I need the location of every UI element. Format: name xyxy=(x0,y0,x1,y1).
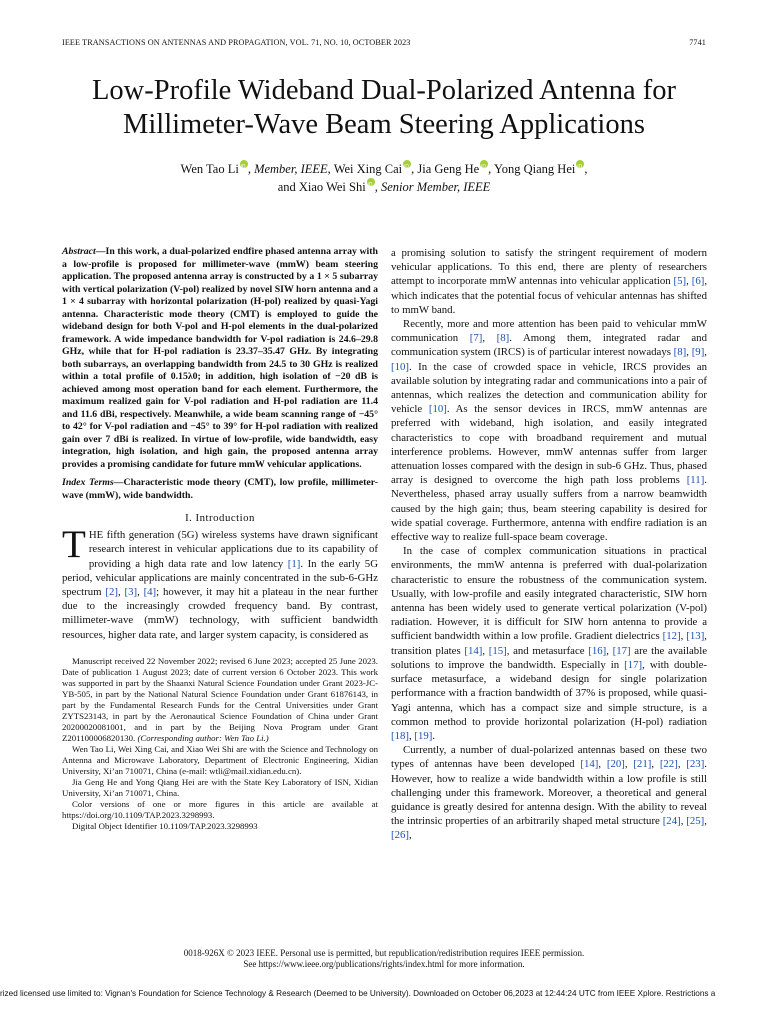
text-span: . Nevertheless, phased array usually suffers from a narrow beamwidth caused by the high gain; thus, beam steering capability is desired for wide spatial coverage. Furthermore, antenna with endfire radiation is an effective way to realize full-space beam coverage. xyxy=(391,474,707,544)
running-header xyxy=(62,38,706,47)
license-banner: rized licensed use limited to: Vignan's Foundation for Science Technology & Research (Deemed to be University). Downloaded on October 06,2023 at 12:44:24 UTC from IEEE Xplore. Restrictions a xyxy=(0,989,716,998)
author-3: Jia Geng He xyxy=(417,162,480,177)
author-1: Wen Tao Li xyxy=(180,162,239,177)
citation-link[interactable]: [3] xyxy=(124,586,138,599)
citation-link[interactable]: [24] xyxy=(662,815,681,828)
orcid-icon[interactable] xyxy=(367,178,375,186)
and-word: and xyxy=(277,180,296,195)
paper-title xyxy=(40,74,728,142)
text-span: Recently, more and more attention has been paid to vehicular mmW communication xyxy=(391,318,707,345)
abstract-label: Abstract— xyxy=(62,246,106,257)
text-span: a promising solution to satisfy the stringent requirement of modern vehicular applications. To this end, there are plenty of researchers attempt to incorporate mmW antennas into vehicular application xyxy=(391,247,707,288)
page-number: 7741 xyxy=(689,38,706,47)
footnotes xyxy=(62,656,378,832)
author-4: Yong Qiang Hei xyxy=(493,162,576,177)
citation-link[interactable]: [12] xyxy=(662,630,681,643)
footnote-affiliation-2: Jia Geng He and Yong Qiang Hei are with the State Key Laboratory of ISN, Xidian University, Xi’an 710071, China. xyxy=(62,776,378,798)
copyright-line-2: See https://www.ieee.org/publications/rights/index.html for more information. xyxy=(243,959,525,969)
footnote-color: Color versions of one or more figures in this article are available at https://doi.org/10.1109/TAP.2023.3298993. xyxy=(62,798,378,820)
text-span: , and metasurface xyxy=(506,644,589,657)
citation-link[interactable]: [14] xyxy=(464,644,483,657)
text-span: , with double-surface metasurface, a wideband design for single polarization performance with a fraction bandwidth of 37% is proposed, while quasi-Yagi antenna, which has a compact size and simple structure, is a common method to provide horizontal polarization (H-pol) radiation xyxy=(391,658,707,728)
citation-link[interactable]: [17] xyxy=(624,658,643,671)
index-terms-text: Characteristic mode theory (CMT), low profile, millimeter-wave (mmW), wide bandwidth. xyxy=(62,477,378,501)
author-5-role: Senior Member, IEEE xyxy=(380,180,491,195)
citation-link[interactable]: [17] xyxy=(612,644,631,657)
copyright-line-1: 0018-926X © 2023 IEEE. Personal use is permitted, but republication/redistribution requires IEEE permission. xyxy=(183,948,585,958)
citation-link[interactable]: [23] xyxy=(686,758,705,771)
citation-link[interactable]: [10] xyxy=(391,360,409,373)
citation-link[interactable]: [19] xyxy=(414,729,433,742)
citation-link[interactable]: [16] xyxy=(588,644,607,657)
citation-link[interactable]: [14] xyxy=(580,758,599,771)
text-span: . Among them, integrated radar and communication system (IRCS) is of particular interest nowadays xyxy=(391,332,707,359)
citation-link[interactable]: [4] xyxy=(143,586,157,599)
citation-link[interactable]: [2] xyxy=(105,586,118,599)
section-heading: I. Introduction xyxy=(185,512,255,524)
left-column xyxy=(62,246,378,832)
citation-link[interactable]: [8] xyxy=(496,332,510,345)
index-terms xyxy=(62,477,378,502)
abstract xyxy=(62,246,378,471)
text-span: , xyxy=(409,829,412,842)
paragraph: Currently, a number of dual-polarized antennas based on these two types of antennas have been developed [14], [20], [21], [22], [23]. However, how to realize a wide bandwidth within a low profile is still challenging under this framework. Moreover, a theoretical and general guidance is greatly desired for antenna design. With the ability to reveal the intrinsic properties of an arbitrarily shaped metal structure [24], [25], [26], xyxy=(391,744,707,842)
citation-link[interactable]: [8] xyxy=(673,346,687,359)
paragraph: In the case of complex communication situations in practical environments, the mmW antenna is preferred with dual-polarization characteristic to ensure the robustness of the communication system. Usually, with low-profile and easily integrated characteristic, SIW horn antenna has been widely used to generate vertical polarization (V-pol) radiation. However, it is difficult for SIW horn antenna to provide a sufficient bandwidth within a low profile. Gradient dielectrics [12], [13], transition plates [14], [15], and metasurface [16], [17] are the available solutions to improve the bandwidth. Especially in [17], with double-surface metasurface, a wideband design for single polarization performance with a fraction bandwidth of 37% is proposed, while quasi-Yagi antenna, which has a compact size and simple structure, is a common method to provide horizontal polarization (H-pol) radiation [18], [19]. xyxy=(391,545,707,742)
text-span: HE fifth generation (5G) wireless systems have drawn significant research interest in vehicular applications due to its capability of providing a high data rate and low latency xyxy=(88,529,378,570)
journal-info: IEEE TRANSACTIONS ON ANTENNAS AND PROPAGATION, VOL. 71, NO. 10, OCTOBER 2023 xyxy=(62,38,411,47)
author-1-role: Member, IEEE xyxy=(254,162,328,177)
text-span: , which indicates that the potential focus of vehicular antennas has shifted to mmW band. xyxy=(391,275,708,316)
orcid-icon[interactable] xyxy=(576,160,584,168)
citation-link[interactable]: [21] xyxy=(633,758,652,771)
paragraph: a promising solution to satisfy the stringent requirement of modern vehicular applications. To this end, there are plenty of researchers attempt to incorporate mmW antennas into vehicular application [5], [6], which indicates that the potential focus of vehicular antennas has shifted to mmW band. xyxy=(391,247,708,316)
citation-link[interactable]: [10] xyxy=(428,403,447,416)
text-span: , transition plates xyxy=(391,630,707,657)
citation-link[interactable]: [22] xyxy=(659,758,678,771)
citation-link[interactable]: [7] xyxy=(469,332,483,345)
orcid-icon[interactable] xyxy=(480,160,488,168)
drop-cap: T xyxy=(62,523,86,567)
citation-link[interactable]: [26] xyxy=(391,829,409,842)
footnote-doi: Digital Object Identifier 10.1109/TAP.2023.3298993 xyxy=(72,820,258,831)
citation-link[interactable]: [11] xyxy=(686,474,705,487)
text-span: . xyxy=(432,729,436,742)
text-span: ; however, it may hit a plateau in the near further due to the increasingly crowded frequency band. By contrast, millimeter-wave (mmW) technology, with sufficient bandwidth resources, higher data rate, and larger system capacity, is considered as xyxy=(62,586,378,641)
copyright-footer xyxy=(0,948,768,970)
citation-link[interactable]: [5] xyxy=(673,275,687,288)
citation-link[interactable]: [1] xyxy=(287,557,301,570)
intro-paragraph: THE fifth generation (5G) wireless systems have drawn significant research interest in vehicular applications due to its capability of providing a high data rate and low latency [1]. In the early 5G period, vehicular applications are mainly concentrated in the sub-6-GHz spectrum [2], [3], [4]; however, it may hit a plateau in the near further due to the increasingly crowded frequency band. By contrast, millimeter-wave (mmW) technology, with sufficient bandwidth resources, higher data rate, and larger system capacity, is considered as xyxy=(62,523,378,641)
author-5: Xiao Wei Shi xyxy=(298,180,366,195)
index-terms-label: Index Terms— xyxy=(62,477,124,488)
citation-link[interactable]: [15] xyxy=(488,644,507,657)
title-line-1: Low-Profile Wideband Dual-Polarized Antenna for xyxy=(92,75,676,106)
text-span: . In the case of crowded space in vehicle, IRCS provides an available solution by integrating radar and communications into a pair of antennas, which realizes the detection and communication ability for vehicle xyxy=(391,360,707,416)
paragraph: Recently, more and more attention has been paid to vehicular mmW communication [7], [8]. Among them, integrated radar and communication system (IRCS) is of particular interest nowadays [8], [9], [10]. In the case of crowded space in vehicle, IRCS provides an available solution by integrating radar and communications into a pair of antennas, which realizes the detection and communication ability for vehicle [10]. As the sensor devices in IRCS, mmW antennas are preferred with wideband, high isolation, and easily integrated characteristics to cope with broadband requirement and mutual interference problems. However, mmW antennas suffer from larger attenuation losses compared with the design in sub-6 GHz. Thus, phased array is designed to overcome the high path loss problems [11]. Nevertheless, phased array usually suffers from a narrow beamwidth caused by the high gain; thus, beam steering capability is desired for wide spatial coverage. Furthermore, antenna with endfire radiation is an effective way to realize full-space beam coverage. xyxy=(391,318,707,544)
text-span: . In the early 5G period, vehicular applications are mainly concentrated in the sub-6-GHz spectrum xyxy=(62,557,378,599)
text-span: are the available solutions to improve the bandwidth. Especially in xyxy=(391,644,707,671)
footnote-funding xyxy=(62,656,378,744)
corresponding-author: (Corresponding author: Wen Tao Li.) xyxy=(137,732,269,743)
text-span: Manuscript received 22 November 2022; revised 6 June 2023; accepted 25 June 2023. Date of publication 1 August 2023; date of current version 6 October 2023. This work was supported in part by the Shaanxi Natural Science Foundation under Grant 2023-JC-YB-505, in part by the National Natural Science Foundation under Grant 61876143, in part by the Fundamental Research Funds for the Central Universities under Grant ZYTS23143, in part by the Aeronautical Science Foundation of China under Grant 20200020081001, and in part by the Beijing Nova Program under Grant Z201100006820130. xyxy=(62,655,378,743)
citation-link[interactable]: [6] xyxy=(691,275,705,288)
author-list: Wen Tao LiiD , Member, IEEE, Wei Xing CaiiD , Jia Geng HeiD , Yong Qiang HeiiD , and Xiao Wei ShiiD , Senior Member, IEEE xyxy=(60,160,708,196)
citation-link[interactable]: [18] xyxy=(391,729,409,742)
abstract-text: In this work, a dual-polarized endfire phased antenna array with a low-profile is proposed for millimeter-wave (mmW) beam steering application. The proposed antenna array is constructed by a 1 × 5 subarray with vertical polarization (V-pol) realized by novel SIW horn antenna and a 1 × 4 subarray with horizontal polarization (H-pol) realized by quasi-Yagi antenna. Characteristic mode theory (CMT) is employed to guide the wideband design for both V-pol and H-pol elements in the dual-polarized framework. A wide impedance bandwidth for V-pol radiation is 24.6–29.8 GHz, while that for H-pol radiation is 23.37–35.47 GHz. By integrating both subarrays, an overlapping bandwidth from 24.5 to 30 GHz is realized within a total profile of 0.15λ0; in addition, high isolation of −20 dB is achieved among most operation band for each element. Furthermore, the maximum realized gain for V-pol radiation and H-pol radiation are 11.4 and 11.6 dBi, respectively. Meanwhile, a wide beam scanning range of −45° to 42° for V-pol radiation and −45° to 39° for H-pol radiation with realized gain over 7 dBi is realized. In virtue of low-profile, wide bandwidth, easy integration, high isolation, and high gain, the proposed antenna array provides a promising candidate for future mmW vehicular applications. xyxy=(62,246,378,470)
footnote-affiliation-1: Wen Tao Li, Wei Xing Cai, and Xiao Wei Shi are with the Science and Technology on Antenna and Microwave Laboratory, Department of Electronic Engineering, Xidian University, Xi’an 710071, China (e-mail: wtli@mail.xidian.edu.cn). xyxy=(62,743,378,776)
title-line-2: Millimeter-Wave Beam Steering Applications xyxy=(123,109,645,140)
text-span: Currently, a number of dual-polarized antennas based on these two types of antennas have been developed xyxy=(391,744,707,771)
citation-link[interactable]: [25] xyxy=(686,815,705,828)
text-span: In the case of complex communication situations in practical environments, the mmW antenna is preferred with dual-polarization characteristic to ensure the robustness of the communication system. Usually, with low-profile and easily integrated characteristic, SIW horn antenna has been widely used to generate vertical polarization (V-pol) radiation. However, it is difficult for SIW horn antenna to provide a sufficient bandwidth within a low profile. Gradient dielectrics xyxy=(391,545,707,643)
citation-link[interactable]: [9] xyxy=(691,346,705,359)
right-column xyxy=(391,246,707,843)
orcid-icon[interactable] xyxy=(403,160,411,168)
citation-link[interactable]: [13] xyxy=(686,630,705,643)
text-span: . However, how to realize a wide bandwidth within a low profile is still challenging under this framework. Moreover, a theoretical and general guidance is greatly desired for antenna design. With the ability to reveal the intrinsic properties of an arbitrarily shaped metal structure xyxy=(391,758,707,828)
text-span: . As the sensor devices in IRCS, mmW antennas are preferred with wideband, high isolation, and easily integrated characteristics to cope with broadband requirement and mutual interference problems. However, mmW antennas suffer from larger attenuation losses compared with the design in sub-6 GHz. Thus, phased array is designed to overcome the high path loss problems xyxy=(391,403,707,487)
orcid-icon[interactable] xyxy=(240,160,248,168)
citation-link[interactable]: [20] xyxy=(606,758,625,771)
author-2: Wei Xing Cai xyxy=(333,162,403,177)
